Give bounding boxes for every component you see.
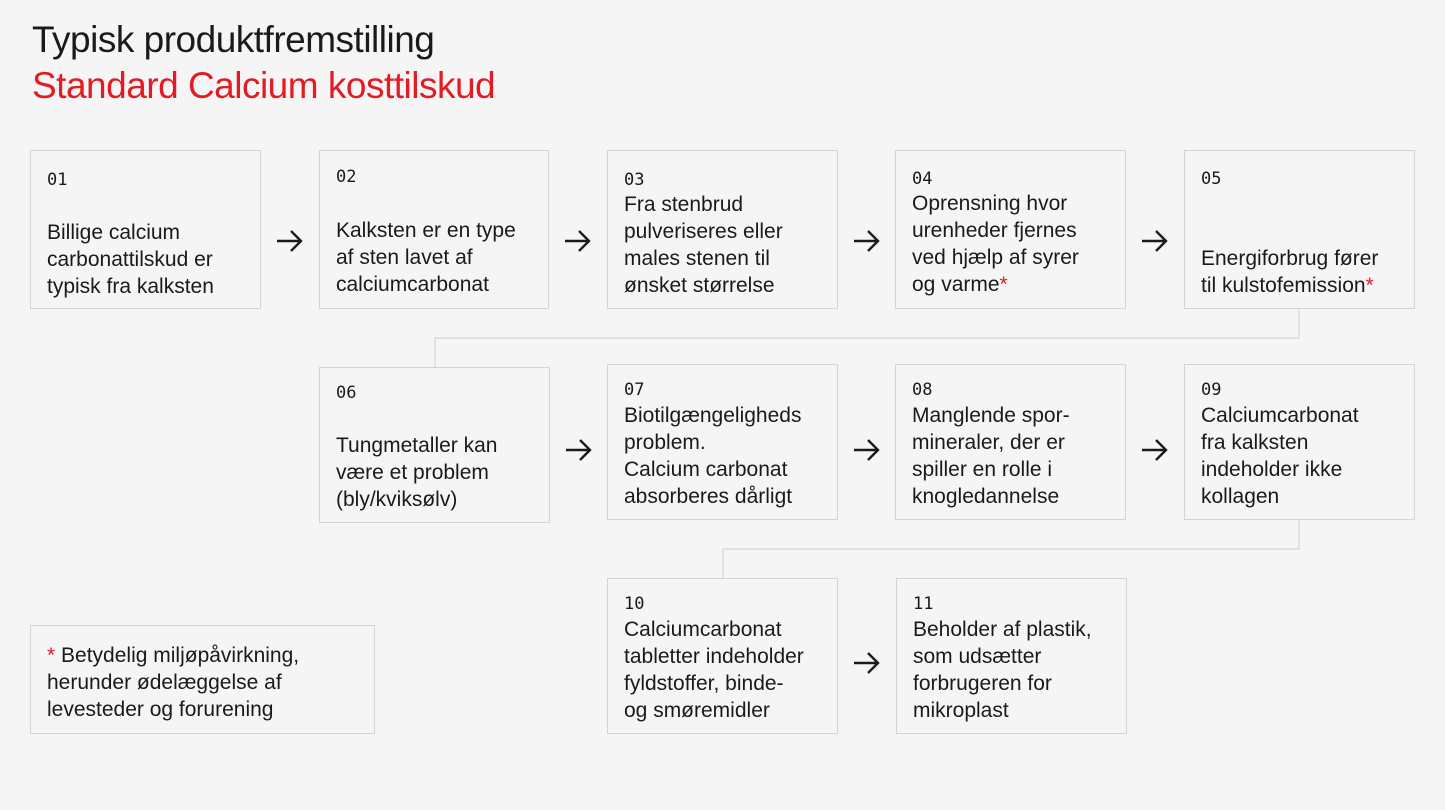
step-number: 04 — [912, 169, 933, 189]
step-number: 06 — [336, 383, 357, 403]
connector-05-to-06 — [435, 309, 1299, 367]
step-text: Oprensning hvor urenheder fjernes ved hjælp af syrer og varme* — [912, 192, 1079, 296]
step-text: Beholder af plastik, som udsætter forbrugeren for mikroplast — [913, 618, 1092, 722]
step-box-09 — [1184, 364, 1415, 520]
step-text: Kalksten er en type af sten lavet af calciumcarbonat — [336, 219, 516, 296]
step-text: Calciumcarbonat fra kalksten indeholder ikke kollagen — [1201, 404, 1359, 508]
step-number: 01 — [47, 170, 68, 190]
arrow-right-icon — [852, 438, 882, 462]
step-text: Billige calcium carbonattilskud er typisk fra kalksten — [47, 221, 214, 298]
step-text: Fra stenbrud pulveriseres eller males stenen til ønsket størrelse — [624, 193, 783, 297]
step-text: Biotilgængeligheds problem. Calcium carbonat absorberes dårligt — [624, 404, 802, 508]
page-subtitle: Standard Calcium kosttilskud — [32, 65, 496, 106]
step-box-04 — [895, 150, 1126, 309]
step-number: 05 — [1201, 169, 1222, 189]
step-box-11 — [896, 578, 1127, 734]
step-number: 02 — [336, 167, 357, 187]
connector-09-to-10 — [723, 520, 1299, 578]
step-box-08 — [895, 364, 1126, 520]
step-box-01 — [30, 150, 261, 309]
step-text: Energiforbrug fører til kulstofemission* — [1201, 247, 1379, 297]
arrow-right-icon — [275, 229, 305, 253]
step-number: 10 — [624, 594, 645, 614]
step-text: Manglende spor- mineraler, der er spiller en rolle i knogledannelse — [912, 404, 1070, 508]
step-number: 09 — [1201, 380, 1222, 400]
step-number: 11 — [913, 594, 934, 614]
step-box-02 — [319, 150, 549, 309]
page-title: Typisk produktfremstilling — [32, 19, 435, 60]
step-text: Tungmetaller kan være et problem (bly/kviksølv) — [336, 434, 498, 511]
step-text: Calciumcarbonat tabletter indeholder fyldstoffer, binde- og smøremidler — [624, 618, 804, 722]
footnote-box — [30, 625, 375, 734]
arrow-right-icon — [564, 438, 594, 462]
arrow-right-icon — [563, 229, 593, 253]
arrow-right-icon — [1140, 438, 1170, 462]
step-number: 08 — [912, 380, 933, 400]
step-number: 03 — [624, 170, 645, 190]
footnote-text: * Betydelig miljøpåvirkning, herunder ødelæggelse af levesteder og forurening — [47, 644, 300, 721]
step-box-10 — [607, 578, 838, 734]
step-box-05 — [1184, 150, 1415, 309]
arrow-right-icon — [1140, 229, 1170, 253]
step-box-03 — [607, 150, 838, 309]
arrow-right-icon — [852, 651, 882, 675]
step-number: 07 — [624, 380, 645, 400]
arrow-right-icon — [852, 229, 882, 253]
step-box-07 — [607, 364, 838, 520]
step-box-06 — [319, 367, 550, 523]
